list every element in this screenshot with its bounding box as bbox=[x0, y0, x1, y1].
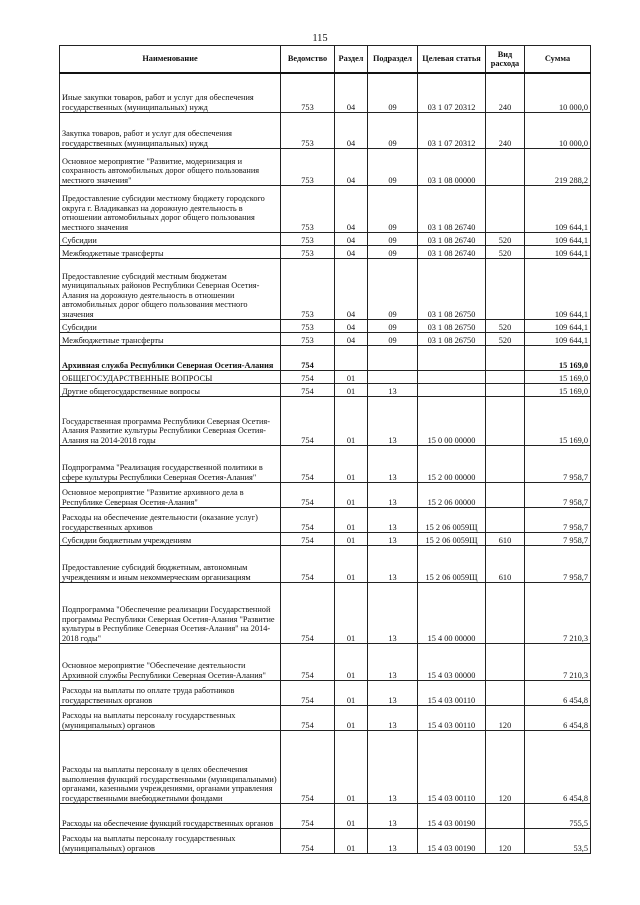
cell-expense-type: 120 bbox=[486, 829, 525, 854]
cell-amount: 109 644,1 bbox=[525, 246, 591, 259]
table-row bbox=[60, 483, 591, 508]
cell-section: 04 bbox=[335, 186, 368, 233]
cell-name: Расходы на выплаты персоналу государственных (муниципальных) органов bbox=[60, 706, 281, 731]
cell-name: Расходы на выплаты персоналу государственных (муниципальных) органов bbox=[60, 829, 281, 854]
cell-expense-type: 240 bbox=[486, 73, 525, 113]
cell-department: 753 bbox=[281, 320, 335, 333]
cell-subsection: 09 bbox=[368, 186, 418, 233]
cell-department: 754 bbox=[281, 533, 335, 546]
cell-subsection: 13 bbox=[368, 546, 418, 583]
cell-name: Предоставление субсидий местным бюджетам муниципальных районов Республики Северная Осетия-Алания на дорожную деятельность в отношении автомобильных дорог общего пользования местного значения bbox=[60, 259, 281, 320]
cell-expense-type bbox=[486, 681, 525, 706]
cell-amount: 109 644,1 bbox=[525, 233, 591, 246]
cell-amount: 6 454,8 bbox=[525, 706, 591, 731]
cell-section: 01 bbox=[335, 731, 368, 804]
budget-table bbox=[59, 45, 591, 854]
table-header-row bbox=[60, 46, 591, 74]
cell-subsection: 09 bbox=[368, 259, 418, 320]
cell-name: Субсидии bbox=[60, 320, 281, 333]
cell-expense-type bbox=[486, 346, 525, 371]
cell-subsection: 09 bbox=[368, 246, 418, 259]
table-row bbox=[60, 644, 591, 681]
cell-section: 01 bbox=[335, 829, 368, 854]
cell-department: 754 bbox=[281, 706, 335, 731]
cell-target-item: 15 2 06 0059Щ bbox=[418, 546, 486, 583]
cell-subsection: 09 bbox=[368, 149, 418, 186]
cell-target-item: 15 4 03 00190 bbox=[418, 829, 486, 854]
cell-expense-type: 520 bbox=[486, 333, 525, 346]
cell-name: Закупка товаров, работ и услуг для обеспечения государственных (муниципальных) нужд bbox=[60, 113, 281, 149]
cell-subsection: 13 bbox=[368, 731, 418, 804]
cell-amount: 15 169,0 bbox=[525, 346, 591, 371]
cell-department: 754 bbox=[281, 583, 335, 644]
cell-expense-type bbox=[486, 483, 525, 508]
cell-target-item: 15 4 03 00110 bbox=[418, 681, 486, 706]
cell-name: Межбюджетные трансферты bbox=[60, 246, 281, 259]
column-header-name: Наименование bbox=[60, 46, 281, 74]
cell-amount: 6 454,8 bbox=[525, 681, 591, 706]
cell-amount: 10 000,0 bbox=[525, 73, 591, 113]
table-row bbox=[60, 533, 591, 546]
cell-name: Расходы на выплаты по оплате труда работников государственных органов bbox=[60, 681, 281, 706]
cell-expense-type bbox=[486, 583, 525, 644]
table-row bbox=[60, 731, 591, 804]
cell-amount: 7 210,3 bbox=[525, 583, 591, 644]
cell-name: Межбюджетные трансферты bbox=[60, 333, 281, 346]
table-row bbox=[60, 259, 591, 320]
cell-department: 753 bbox=[281, 149, 335, 186]
cell-subsection: 13 bbox=[368, 397, 418, 446]
cell-amount: 53,5 bbox=[525, 829, 591, 854]
cell-department: 754 bbox=[281, 731, 335, 804]
cell-target-item: 03 1 08 00000 bbox=[418, 149, 486, 186]
cell-department: 754 bbox=[281, 508, 335, 533]
cell-name: Архивная служба Республики Северная Осетия-Алания bbox=[60, 346, 281, 371]
cell-department: 754 bbox=[281, 384, 335, 397]
cell-department: 754 bbox=[281, 371, 335, 384]
cell-department: 754 bbox=[281, 644, 335, 681]
table-row bbox=[60, 384, 591, 397]
cell-target-item: 15 4 03 00110 bbox=[418, 731, 486, 804]
cell-target-item: 03 1 08 26750 bbox=[418, 320, 486, 333]
cell-expense-type bbox=[486, 508, 525, 533]
table-row bbox=[60, 583, 591, 644]
cell-subsection: 09 bbox=[368, 73, 418, 113]
cell-expense-type: 520 bbox=[486, 320, 525, 333]
cell-section: 01 bbox=[335, 804, 368, 829]
cell-section: 01 bbox=[335, 644, 368, 681]
cell-expense-type: 120 bbox=[486, 731, 525, 804]
cell-department: 754 bbox=[281, 804, 335, 829]
cell-section: 01 bbox=[335, 446, 368, 483]
cell-name: Предоставление субсидий бюджетным, автономным учреждениям и иным некоммерческим организациям bbox=[60, 546, 281, 583]
cell-name: Расходы на обеспечение функций государственных органов bbox=[60, 804, 281, 829]
cell-section: 04 bbox=[335, 233, 368, 246]
cell-name: Расходы на обеспечение деятельности (оказание услуг) государственных архивов bbox=[60, 508, 281, 533]
table-row bbox=[60, 233, 591, 246]
cell-subsection: 13 bbox=[368, 446, 418, 483]
cell-expense-type bbox=[486, 384, 525, 397]
cell-subsection: 13 bbox=[368, 583, 418, 644]
column-header-department: Ведомство bbox=[281, 46, 335, 74]
table-row bbox=[60, 149, 591, 186]
page-number: 115 bbox=[312, 33, 328, 44]
cell-expense-type: 240 bbox=[486, 113, 525, 149]
cell-amount: 15 169,0 bbox=[525, 397, 591, 446]
cell-amount: 109 644,1 bbox=[525, 186, 591, 233]
cell-section: 04 bbox=[335, 259, 368, 320]
cell-subsection: 13 bbox=[368, 706, 418, 731]
cell-expense-type bbox=[486, 397, 525, 446]
table-row bbox=[60, 546, 591, 583]
cell-amount: 7 958,7 bbox=[525, 508, 591, 533]
cell-target-item: 15 4 00 00000 bbox=[418, 583, 486, 644]
cell-department: 753 bbox=[281, 186, 335, 233]
table-row bbox=[60, 186, 591, 233]
cell-expense-type: 520 bbox=[486, 246, 525, 259]
cell-section: 04 bbox=[335, 333, 368, 346]
cell-subsection bbox=[368, 346, 418, 371]
cell-section: 01 bbox=[335, 583, 368, 644]
cell-expense-type bbox=[486, 186, 525, 233]
cell-department: 753 bbox=[281, 246, 335, 259]
cell-expense-type: 610 bbox=[486, 533, 525, 546]
cell-amount: 6 454,8 bbox=[525, 731, 591, 804]
cell-section: 01 bbox=[335, 397, 368, 446]
cell-expense-type: 120 bbox=[486, 706, 525, 731]
cell-target-item: 15 0 00 00000 bbox=[418, 397, 486, 446]
cell-name: Основное мероприятие "Развитие, модернизация и сохранность автомобильных дорог общего пользования местного значения" bbox=[60, 149, 281, 186]
cell-target-item: 15 4 03 00110 bbox=[418, 706, 486, 731]
cell-target-item: 15 2 06 0059Щ bbox=[418, 533, 486, 546]
cell-amount: 7 958,7 bbox=[525, 483, 591, 508]
cell-section: 04 bbox=[335, 113, 368, 149]
cell-department: 754 bbox=[281, 446, 335, 483]
cell-subsection: 09 bbox=[368, 233, 418, 246]
cell-name: Основное мероприятие "Развитие архивного дела в Республике Северная Осетия-Алания" bbox=[60, 483, 281, 508]
cell-name: Государственная программа Республики Северная Осетия-Алания Развитие культуры Республики Северная Осетия-Алания на 2014-2018 годы bbox=[60, 397, 281, 446]
cell-subsection: 13 bbox=[368, 508, 418, 533]
cell-target-item bbox=[418, 346, 486, 371]
cell-expense-type bbox=[486, 259, 525, 320]
cell-section: 01 bbox=[335, 483, 368, 508]
column-header-section: Раздел bbox=[335, 46, 368, 74]
table-row bbox=[60, 508, 591, 533]
cell-amount: 109 644,1 bbox=[525, 259, 591, 320]
table-row bbox=[60, 804, 591, 829]
cell-target-item: 03 1 07 20312 bbox=[418, 73, 486, 113]
cell-name: Другие общегосударственные вопросы bbox=[60, 384, 281, 397]
cell-section bbox=[335, 346, 368, 371]
table-row bbox=[60, 333, 591, 346]
table-row bbox=[60, 681, 591, 706]
cell-subsection: 13 bbox=[368, 384, 418, 397]
cell-amount: 10 000,0 bbox=[525, 113, 591, 149]
cell-department: 754 bbox=[281, 681, 335, 706]
cell-expense-type bbox=[486, 371, 525, 384]
cell-target-item: 03 1 08 26750 bbox=[418, 333, 486, 346]
cell-target-item: 03 1 08 26750 bbox=[418, 259, 486, 320]
cell-department: 753 bbox=[281, 233, 335, 246]
cell-department: 753 bbox=[281, 333, 335, 346]
cell-department: 753 bbox=[281, 113, 335, 149]
cell-subsection: 09 bbox=[368, 333, 418, 346]
cell-name: Подпрограмма "Реализация государственной политики в сфере культуры Республики Северная Осетия-Алания" bbox=[60, 446, 281, 483]
cell-department: 754 bbox=[281, 546, 335, 583]
cell-expense-type bbox=[486, 149, 525, 186]
cell-section: 01 bbox=[335, 546, 368, 583]
cell-section: 04 bbox=[335, 73, 368, 113]
cell-subsection: 13 bbox=[368, 533, 418, 546]
cell-subsection bbox=[368, 371, 418, 384]
cell-section: 01 bbox=[335, 384, 368, 397]
cell-name: Субсидии bbox=[60, 233, 281, 246]
table-row bbox=[60, 246, 591, 259]
cell-subsection: 13 bbox=[368, 483, 418, 508]
cell-target-item: 15 4 03 00000 bbox=[418, 644, 486, 681]
cell-amount: 109 644,1 bbox=[525, 320, 591, 333]
cell-name: Основное мероприятие "Обеспечение деятельности Архивной службы Республики Северная Осетия-Алания" bbox=[60, 644, 281, 681]
cell-target-item: 15 4 03 00190 bbox=[418, 804, 486, 829]
cell-target-item: 03 1 08 26740 bbox=[418, 246, 486, 259]
column-header-subsection: Подраздел bbox=[368, 46, 418, 74]
cell-expense-type: 520 bbox=[486, 233, 525, 246]
column-header-amount: Сумма bbox=[525, 46, 591, 74]
cell-subsection: 13 bbox=[368, 681, 418, 706]
cell-subsection: 13 bbox=[368, 829, 418, 854]
cell-subsection: 09 bbox=[368, 113, 418, 149]
cell-amount: 109 644,1 bbox=[525, 333, 591, 346]
cell-section: 01 bbox=[335, 533, 368, 546]
cell-name: Субсидии бюджетным учреждениям bbox=[60, 533, 281, 546]
cell-amount: 219 288,2 bbox=[525, 149, 591, 186]
table-row bbox=[60, 113, 591, 149]
cell-department: 753 bbox=[281, 259, 335, 320]
cell-name: Подпрограмма "Обеспечение реализации Государственной программы Республики Северная Осетия-Алания "Развитие культуры в Республике Северная Осетия-Алания" на 2014-2018 годы" bbox=[60, 583, 281, 644]
cell-amount: 7 958,7 bbox=[525, 533, 591, 546]
cell-department: 754 bbox=[281, 829, 335, 854]
cell-name: Предоставление субсидии местному бюджету городского округа г. Владикавказ на дорожную деятельность в отношении автомобильных дорог общего пользования местного значения bbox=[60, 186, 281, 233]
table-row bbox=[60, 371, 591, 384]
table-body bbox=[60, 73, 591, 854]
cell-amount: 15 169,0 bbox=[525, 371, 591, 384]
table-row bbox=[60, 320, 591, 333]
cell-expense-type bbox=[486, 804, 525, 829]
cell-section: 01 bbox=[335, 706, 368, 731]
cell-department: 754 bbox=[281, 483, 335, 508]
cell-section: 01 bbox=[335, 371, 368, 384]
cell-name: Иные закупки товаров, работ и услуг для обеспечения государственных (муниципальных) нужд bbox=[60, 73, 281, 113]
cell-subsection: 13 bbox=[368, 804, 418, 829]
cell-section: 01 bbox=[335, 681, 368, 706]
cell-expense-type bbox=[486, 644, 525, 681]
cell-target-item: 15 2 06 00000 bbox=[418, 483, 486, 508]
cell-section: 04 bbox=[335, 246, 368, 259]
cell-subsection: 13 bbox=[368, 644, 418, 681]
cell-amount: 7 958,7 bbox=[525, 446, 591, 483]
column-header-target-item: Целевая статья bbox=[418, 46, 486, 74]
cell-department: 754 bbox=[281, 346, 335, 371]
cell-target-item bbox=[418, 384, 486, 397]
table-row bbox=[60, 829, 591, 854]
table-row bbox=[60, 706, 591, 731]
cell-department: 753 bbox=[281, 73, 335, 113]
cell-name: ОБЩЕГОСУДАРСТВЕННЫЕ ВОПРОСЫ bbox=[60, 371, 281, 384]
cell-amount: 7 958,7 bbox=[525, 546, 591, 583]
cell-target-item: 03 1 08 26740 bbox=[418, 233, 486, 246]
column-header-expense-type: Вид расхода bbox=[486, 46, 525, 74]
cell-amount: 15 169,0 bbox=[525, 384, 591, 397]
cell-target-item: 03 1 07 20312 bbox=[418, 113, 486, 149]
cell-section: 01 bbox=[335, 508, 368, 533]
cell-department: 754 bbox=[281, 397, 335, 446]
cell-section: 04 bbox=[335, 149, 368, 186]
cell-subsection: 09 bbox=[368, 320, 418, 333]
cell-name: Расходы на выплаты персоналу в целях обеспечения выполнения функций государственными (муниципальными) органами, казенными учреждениями, органами управления государственными внебюджетными фондами bbox=[60, 731, 281, 804]
cell-amount: 7 210,3 bbox=[525, 644, 591, 681]
cell-target-item: 15 2 06 0059Щ bbox=[418, 508, 486, 533]
cell-section: 04 bbox=[335, 320, 368, 333]
cell-amount: 755,5 bbox=[525, 804, 591, 829]
cell-expense-type: 610 bbox=[486, 546, 525, 583]
cell-expense-type bbox=[486, 446, 525, 483]
cell-target-item bbox=[418, 371, 486, 384]
table-row bbox=[60, 397, 591, 446]
cell-target-item: 03 1 08 26740 bbox=[418, 186, 486, 233]
table-row bbox=[60, 346, 591, 371]
table-row bbox=[60, 73, 591, 113]
cell-target-item: 15 2 00 00000 bbox=[418, 446, 486, 483]
table-row bbox=[60, 446, 591, 483]
